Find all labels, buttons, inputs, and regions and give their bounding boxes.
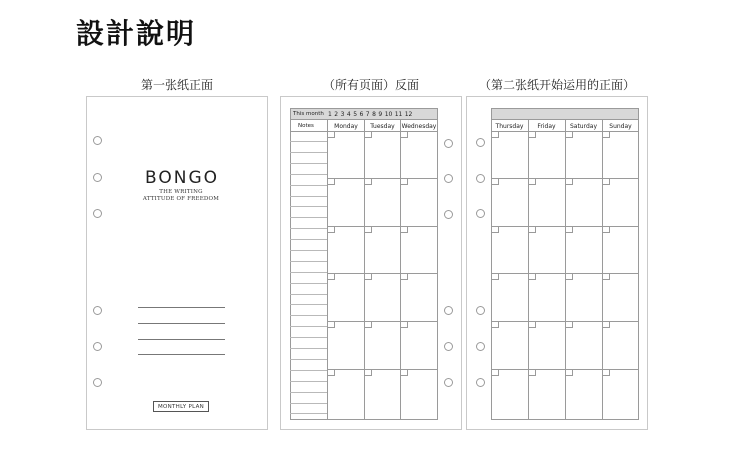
day-label-thursday: Thursday [495,123,524,130]
binder-hole [476,209,485,218]
date-box [327,322,335,328]
month-number: 2 [334,111,339,118]
blank-header-bar [492,109,638,120]
write-line [138,323,225,324]
date-box [491,370,499,376]
date-box [528,322,536,328]
date-box [400,370,408,376]
day-label-monday: Monday [334,123,358,130]
month-number: 10 [384,111,393,118]
notes-label: Notes [298,123,314,129]
notes-line [290,370,327,371]
caption-page-2: （所有页面）反面 [322,78,419,92]
date-box [491,274,499,280]
day-label-tuesday: Tuesday [370,123,395,130]
month-number: 3 [340,111,345,118]
date-box [565,274,573,280]
monthly-plan-label: MONTHLY PLAN [153,401,209,412]
binder-hole [476,138,485,147]
binder-hole [93,306,102,315]
date-box [327,370,335,376]
notes-line [290,152,327,153]
write-line [138,354,225,355]
date-box [491,227,499,233]
month-number: 7 [365,111,370,118]
date-box [400,322,408,328]
binder-hole [444,174,453,183]
write-line [138,307,225,308]
month-number: 1 [328,111,332,118]
date-box [364,370,372,376]
date-box [602,322,610,328]
binder-hole [93,209,102,218]
date-box [528,132,536,138]
date-box [364,227,372,233]
binder-hole [444,306,453,315]
month-number: 6 [359,111,364,118]
date-box [602,179,610,185]
date-box [491,322,499,328]
week-row-line [327,321,438,322]
month-number: 4 [346,111,351,118]
notes-line [290,348,327,349]
date-box [602,274,610,280]
notes-line [290,239,327,240]
binder-hole [444,378,453,387]
notes-line [290,326,327,327]
month-number: 11 [394,111,403,118]
date-box [364,179,372,185]
date-box [491,179,499,185]
date-box [565,179,573,185]
day-label-wednesday: Wednesday [401,123,437,130]
week-row-line [327,178,438,179]
notes-line [290,359,327,360]
write-line [138,339,225,340]
week-row-line [327,369,438,370]
day-label-sunday: Sunday [609,123,632,130]
notes-line [290,206,327,207]
week-row-line [327,273,438,274]
date-box [400,274,408,280]
date-box [602,370,610,376]
notes-line [290,185,327,186]
month-number: 8 [372,111,376,118]
week-row-line [327,226,438,227]
date-box [400,227,408,233]
notes-line [290,315,327,316]
caption-page-1: 第一张纸正面 [140,78,213,92]
day-label-friday: Friday [537,123,556,130]
date-box [602,227,610,233]
binder-hole [444,342,453,351]
date-box [327,274,335,280]
notes-line [290,392,327,393]
date-box [364,322,372,328]
tagline-line-1: THE WRITING [159,189,203,195]
notes-line [290,283,327,284]
notes-line [290,337,327,338]
date-box [602,132,610,138]
binder-hole [444,139,453,148]
notes-line [290,304,327,305]
section-title: 設計說明 [76,17,197,50]
day-label-saturday: Saturday [569,123,598,130]
date-box [400,179,408,185]
date-box [528,370,536,376]
date-box [364,132,372,138]
binder-hole [93,136,102,145]
notes-line [290,250,327,251]
caption-page-3: （第二张纸开始运用的正面） [478,78,635,92]
tagline-line-2: ATTITUDE OF FREEDOM [142,196,220,202]
notes-line [290,381,327,382]
notes-line [290,413,327,414]
binder-hole [93,173,102,182]
notes-line [290,174,327,175]
binder-hole [476,378,485,387]
binder-hole [476,306,485,315]
notes-line [290,294,327,295]
date-box [565,322,573,328]
date-box [364,274,372,280]
month-number: 5 [353,111,358,118]
month-number: 9 [378,111,383,118]
date-box [327,227,335,233]
date-box [400,132,408,138]
date-box [327,179,335,185]
cover-page [86,96,268,430]
date-box [491,132,499,138]
month-number: 12 [404,111,413,118]
date-box [565,227,573,233]
binder-hole [476,174,485,183]
notes-line [290,163,327,164]
binder-hole [444,210,453,219]
notes-line [290,228,327,229]
notes-line [290,141,327,142]
notes-line [290,217,327,218]
date-box [565,370,573,376]
brand-logo-text: BONGO [145,168,220,188]
notes-line [290,403,327,404]
binder-hole [93,342,102,351]
date-box [528,274,536,280]
date-box [528,227,536,233]
date-box [565,132,573,138]
date-box [327,132,335,138]
notes-line [290,196,327,197]
binder-hole [93,378,102,387]
notes-line [290,272,327,273]
date-box [528,179,536,185]
binder-hole [476,342,485,351]
this-month-label: This month [293,111,324,117]
notes-line [290,261,327,262]
